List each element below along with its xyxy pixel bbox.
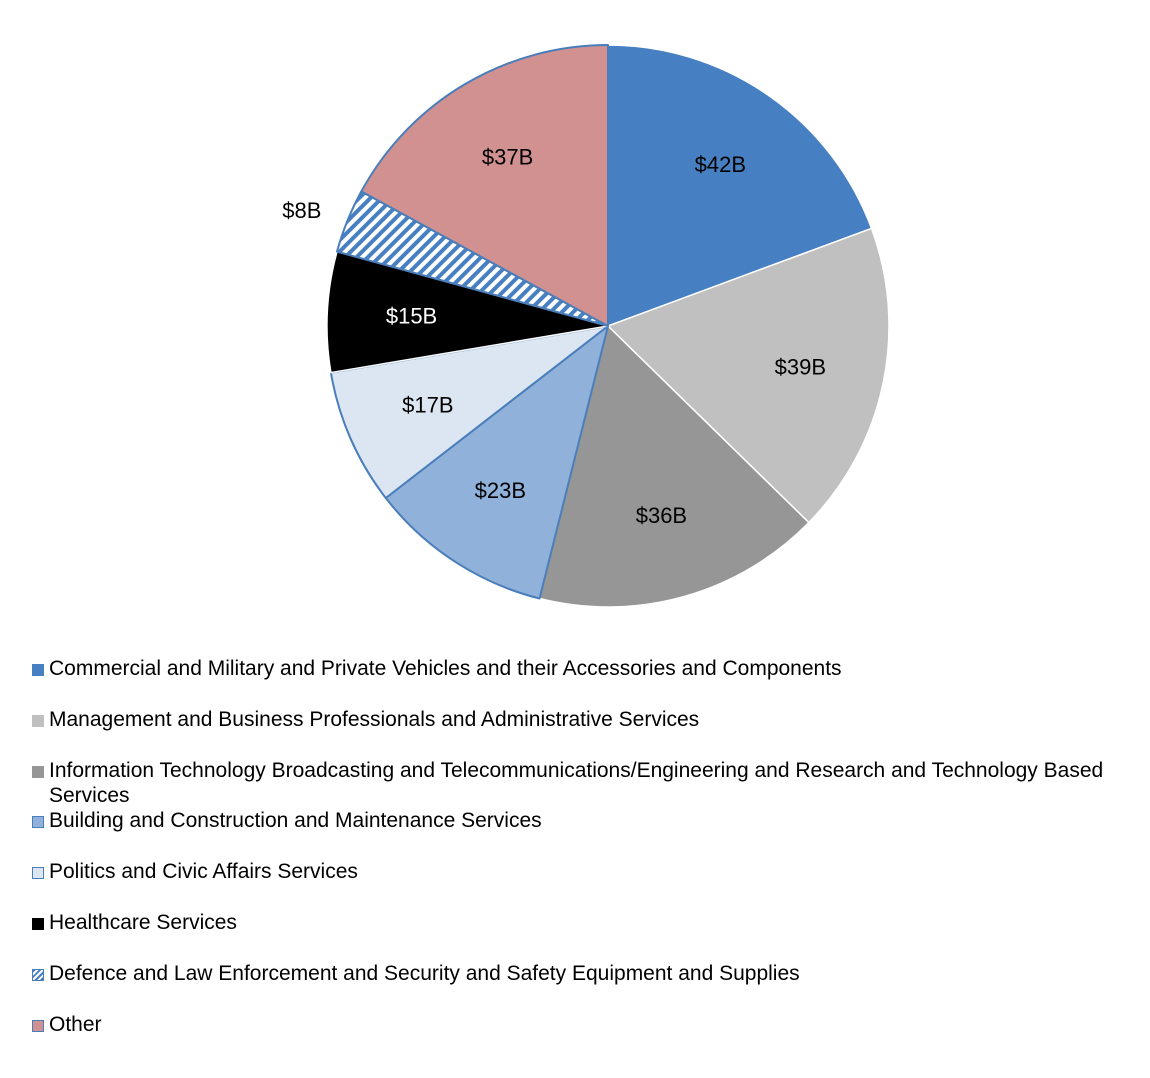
legend-swatch: [32, 867, 44, 879]
legend-item: [32, 707, 1132, 732]
legend-swatch: [32, 715, 44, 727]
pie-slice-label: $36B: [635, 502, 688, 528]
legend-item: [32, 910, 1132, 935]
legend-label: Commercial and Military and Private Vehicles and their Accessories and Components: [49, 657, 842, 680]
legend-swatch: [32, 1020, 44, 1032]
legend-item: [32, 758, 1132, 808]
pie-slice-label: $42B: [694, 152, 747, 178]
pie-slice-label: $37B: [481, 144, 534, 170]
legend-item: [32, 656, 1132, 681]
legend-label: Healthcare Services: [49, 911, 237, 934]
legend-label: Building and Construction and Maintenance Services: [49, 809, 542, 833]
legend-swatch: [32, 816, 44, 828]
legend-item: [32, 1012, 1132, 1037]
legend-swatch: [32, 969, 44, 981]
legend-label: Other: [49, 1012, 102, 1036]
legend-label: Defence and Law Enforcement and Security and Safety Equipment and Supplies: [49, 961, 800, 985]
pie-slice-label: $17B: [402, 392, 454, 418]
legend-item: [32, 961, 1132, 986]
legend-label: Management and Business Professionals and Administrative Services: [49, 707, 700, 731]
legend-swatch: [32, 664, 44, 676]
legend-label: Information Technology Broadcasting and Telecommunications/Engineering and Research and Technology Based Services: [49, 758, 1104, 807]
legend-swatch: [32, 766, 44, 778]
pie-slice-label: $15B: [385, 303, 438, 329]
legend-label: Politics and Civic Affairs Services: [49, 860, 358, 884]
pie-slice-label: $23B: [474, 478, 527, 504]
legend-item: [32, 859, 1132, 884]
legend-swatch: [32, 918, 44, 930]
legend-item: [32, 808, 1132, 833]
pie-slice-label: $39B: [774, 354, 827, 380]
pie-slice-label: $8B: [282, 197, 322, 223]
